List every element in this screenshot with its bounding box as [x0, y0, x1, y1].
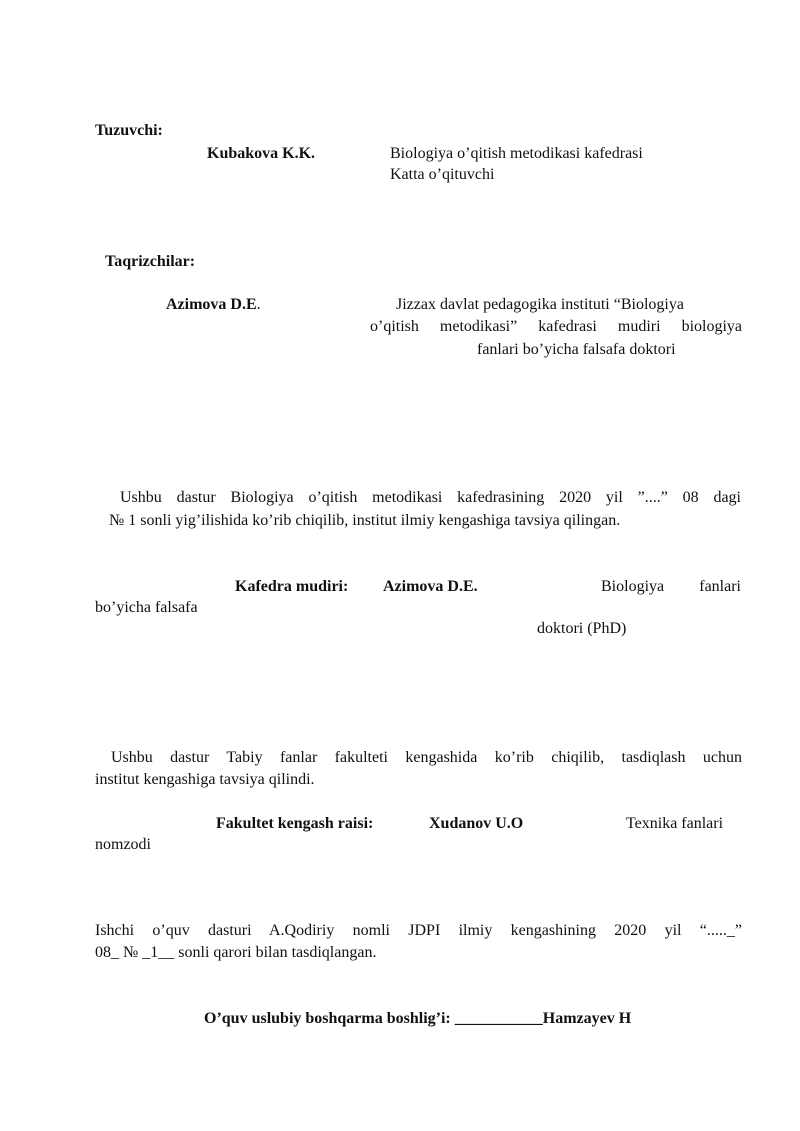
- faculty-chair-label: Fakultet kengash raisi:: [216, 815, 374, 832]
- institute-approval-line1: [95, 922, 742, 940]
- compiler-heading: Tuzuvchi:: [95, 122, 163, 139]
- department-approval-line1: [120, 489, 741, 507]
- department-approval-line2: № 1 sonli yig’ilishida ko’rib chiqilib, institut ilmiy kengashiga tavsiya qilingan.: [109, 512, 621, 529]
- method-head-line: [204, 1010, 631, 1028]
- department-head-label: Kafedra mudiri:: [235, 578, 349, 595]
- department-head-name: Azimova D.E.: [383, 578, 478, 595]
- method-head-name: Hamzayev H: [542, 1010, 632, 1027]
- department-approval-line1-text: Ushbu dastur Biologiya o’qitish metodikasi kafedrasining 2020 yil ”....” 08 dagi: [120, 489, 741, 506]
- reviewer-position-line2: [370, 318, 742, 336]
- method-head-label: O’quv uslubiy boshqarma boshlig’i:: [204, 1010, 451, 1027]
- institute-approval-line1-text: Ishchi o’quv dasturi A.Qodiriy nomli JDPI ilmiy kengashining 2020 yil “....._”: [95, 922, 742, 939]
- department-head-title-part1-text: Biologiya fanlari: [601, 578, 741, 595]
- reviewer-name-line: [166, 296, 261, 314]
- department-head-title-part1: [601, 578, 741, 596]
- faculty-chair-title-part1: Texnika fanlari: [626, 815, 724, 832]
- compiler-position-line1: Biologiya o’qitish metodikasi kafedrasi: [390, 145, 643, 162]
- institute-approval-line2: 08_ № _1__ sonli qarori bilan tasdiqlangan.: [95, 944, 377, 961]
- reviewers-heading: Taqrizchilar:: [105, 253, 196, 270]
- compiler-name: Kubakova K.K.: [207, 145, 316, 162]
- faculty-approval-line2: institut kengashiga tavsiya qilindi.: [95, 771, 315, 788]
- reviewer-position-line2-text: o’qitish metodikasi” kafedrasi mudiri biologiya: [370, 318, 742, 335]
- faculty-chair-name: Xudanov U.O: [429, 815, 524, 832]
- department-head-title-part3: doktori (PhD): [537, 620, 627, 637]
- reviewer-position-line3: fanlari bo’yicha falsafa doktori: [477, 341, 676, 358]
- reviewer-position-line1: Jizzax davlat pedagogika instituti “Biologiya: [396, 296, 684, 313]
- department-head-title-part2: bo’yicha falsafa: [95, 599, 198, 616]
- faculty-chair-title-part2: nomzodi: [95, 836, 151, 853]
- reviewer-name: Azimova D.E: [166, 296, 257, 313]
- compiler-position-line2: Katta o’qituvchi: [390, 166, 495, 183]
- reviewer-name-dot: .: [256, 296, 261, 313]
- method-head-blank: ___________: [454, 1010, 543, 1027]
- faculty-approval-line1: [111, 749, 742, 767]
- faculty-approval-line1-text: Ushbu dastur Tabiy fanlar fakulteti kengashida ko’rib chiqilib, tasdiqlash uchun: [111, 749, 742, 766]
